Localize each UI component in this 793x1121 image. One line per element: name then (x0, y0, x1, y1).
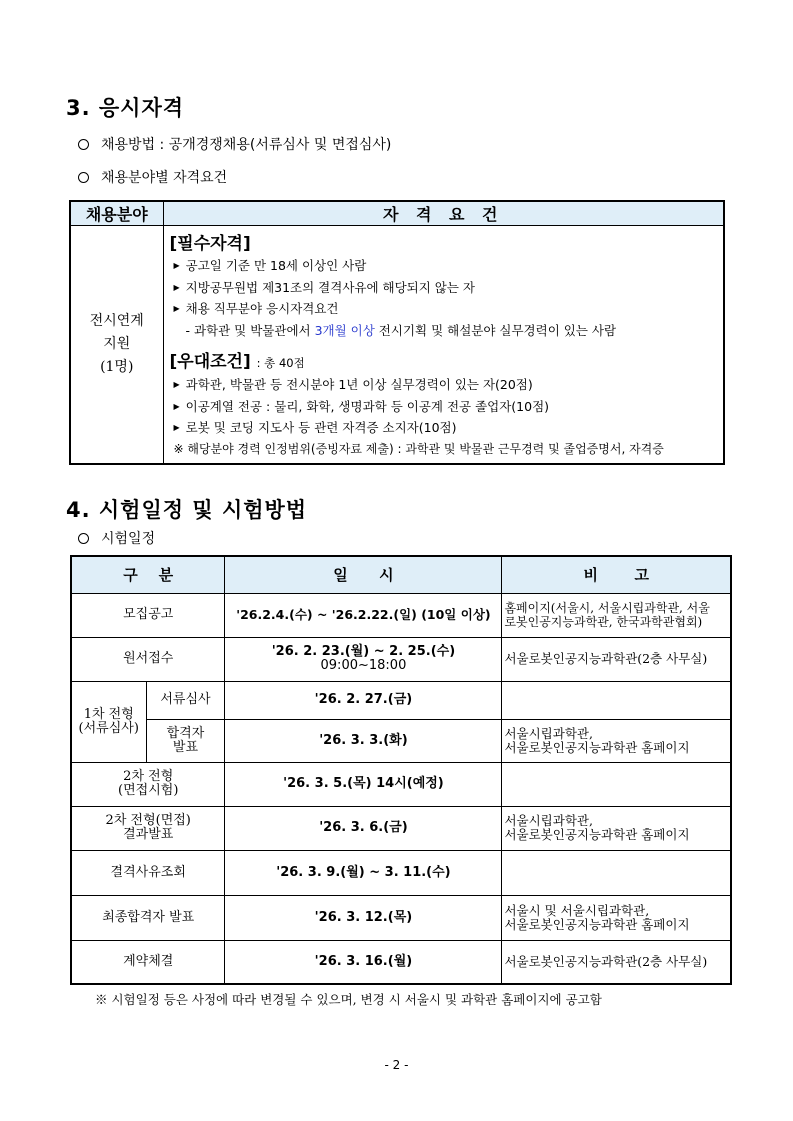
row-note (502, 762, 731, 806)
preferred-item (170, 418, 720, 440)
qualification-table (69, 200, 725, 465)
row-date: '26. 2. 27.(금) (225, 681, 502, 719)
bullet-text: 시험일정 (101, 531, 156, 547)
circle-bullet-icon (78, 172, 89, 183)
note-line: 서울로봇인공지능과학관 홈페이지 (504, 739, 690, 755)
row-label: 결격사유조회 (71, 850, 225, 895)
field-cell (70, 226, 163, 465)
required-item (170, 299, 720, 321)
row-note (502, 719, 731, 762)
triangle-bullet-icon: ▶ (173, 423, 180, 432)
section-4-title: 4. 시험일정 및 시험방법 (66, 498, 308, 522)
preferred-title-text: [우대조건] (169, 352, 251, 372)
sub-text: 전시기획 및 해설분야 실무경력이 있는 사람 (374, 322, 617, 338)
row-note: 서울로봇인공지능과학관(2층 사무실) (502, 940, 731, 984)
note-line: 서울시립과학관, (504, 725, 593, 741)
item-text: 로봇 및 코딩 지도사 등 관련 자격증 소지자(10점) (185, 420, 457, 435)
schedule-row (71, 940, 731, 984)
row-date: '26. 3. 3.(화) (225, 719, 502, 762)
row-date: '26. 3. 6.(금) (225, 806, 502, 850)
column-header-datetime: 일 시 (225, 556, 502, 593)
label-line: (면접시험) (118, 783, 179, 798)
row-label: 서류심사 (146, 681, 225, 719)
triangle-bullet-icon: ▶ (173, 261, 180, 270)
highlight-text: 3개월 이상 (314, 322, 375, 338)
evidence-note: ※ 해당분야 경력 인정범위(증빙자료 제출) : 과학관 및 박물관 근무경력 및 졸업증명서, 자격증 (173, 441, 664, 456)
label-line: 2차 전형(면접) (105, 813, 191, 828)
field-name: 전시연계 (89, 313, 144, 329)
column-header-category: 구 분 (71, 556, 225, 593)
row-date: '26. 3. 5.(목) 14시(예정) (225, 762, 502, 806)
row-label: 계약체결 (71, 940, 225, 984)
row-note: 서울로봇인공지능과학관(2층 사무실) (502, 637, 731, 681)
note-line: 서울시립과학관, (504, 813, 593, 828)
label-line: 2차 전형 (123, 769, 174, 784)
row-label: 원서접수 (71, 637, 225, 681)
schedule-row (71, 681, 731, 719)
note-line: 홈페이지(서울시, 서울시립과학관, 서울 (504, 601, 710, 615)
triangle-bullet-icon: ▶ (173, 304, 180, 313)
bullet-qualifications (78, 167, 227, 187)
note-line: 서울시 및 서울시립과학관, (504, 902, 650, 918)
schedule-row (71, 762, 731, 806)
row-label (146, 719, 225, 762)
triangle-bullet-icon: ▶ (173, 401, 180, 411)
field-count: (1명) (100, 359, 134, 375)
time-line: 09:00~18:00 (320, 658, 407, 673)
row-note (502, 806, 731, 850)
note-line: 서울로봇인공지능과학관 홈페이지 (504, 827, 690, 842)
row-note (502, 850, 731, 895)
row-note (502, 681, 731, 719)
group-line: (서류심사) (78, 720, 139, 736)
row-label (71, 806, 225, 850)
preferred-item (170, 397, 720, 419)
label-line: 합격자 (166, 725, 205, 741)
page-number: - 2 - (384, 1058, 409, 1072)
label-line: 발표 (172, 739, 199, 755)
item-text: 채용 직무분야 응시자격요건 (185, 301, 339, 316)
preferred-total: : 총 40점 (256, 356, 305, 370)
schedule-row (71, 895, 731, 940)
date-line: '26. 2. 23.(월) ~ 2. 25.(수) (271, 644, 456, 659)
row-date: '26. 3. 16.(월) (225, 940, 502, 984)
column-header-remarks: 비 고 (502, 556, 731, 593)
row-label: 최종합격자 발표 (71, 895, 225, 940)
group-line: 1차 전형 (83, 706, 134, 722)
row-label (71, 762, 225, 806)
triangle-bullet-icon: ▶ (173, 380, 180, 389)
schedule-row (71, 637, 731, 681)
section-3-title: 3. 응시자격 (66, 96, 185, 120)
exam-schedule-table (70, 555, 732, 985)
column-header-requirements: 자 격 요 건 (163, 201, 724, 226)
schedule-row (71, 719, 731, 762)
row-date (225, 637, 502, 681)
bullet-exam-schedule (78, 528, 155, 548)
triangle-bullet-icon: ▶ (173, 282, 180, 292)
schedule-row (71, 806, 731, 850)
required-item (170, 278, 720, 300)
item-text: 지방공무원법 제31조의 결격사유에 해당되지 않는 자 (185, 279, 476, 295)
sub-text: - 과학관 및 박물관에서 (185, 322, 315, 338)
schedule-row (71, 593, 731, 637)
row-date: '26. 3. 12.(목) (225, 895, 502, 940)
item-text: 이공계열 전공 : 물리, 화학, 생명과학 등 이공계 전공 졸업자(10점) (185, 398, 550, 414)
required-item (170, 256, 720, 278)
row-label: 모집공고 (71, 593, 225, 637)
requirements-cell (163, 226, 724, 465)
schedule-row (71, 850, 731, 895)
row-date: '26.2.4.(수) ~ '26.2.22.(일) (10일 이상) (225, 593, 502, 637)
schedule-footnote: ※ 시험일정 등은 사정에 따라 변경될 수 있으며, 변경 시 서울시 및 과학관 홈페이지에 공고함 (95, 992, 602, 1007)
circle-bullet-icon (78, 139, 89, 150)
row-date: '26. 3. 9.(월) ~ 3. 11.(수) (225, 850, 502, 895)
group-label (71, 681, 146, 762)
required-subitem (170, 321, 720, 341)
column-header-field: 채용분야 (70, 201, 163, 226)
preferred-title (170, 350, 720, 375)
row-note (502, 593, 731, 637)
note-line: 서울로봇인공지능과학관 홈페이지 (504, 916, 690, 932)
required-title: [필수자격] (169, 234, 251, 254)
bullet-text: 채용방법 : 공개경쟁채용(서류심사 및 면접심사) (101, 137, 392, 153)
item-text: 과학관, 박물관 등 전시분야 1년 이상 실무경력이 있는 자(20점) (185, 377, 533, 392)
field-name: 지원 (103, 336, 131, 352)
bullet-text: 채용분야별 자격요건 (101, 170, 228, 186)
item-text: 공고일 기준 만 18세 이상인 사람 (185, 258, 367, 273)
bullet-recruit-method (78, 134, 391, 154)
label-line: 결과발표 (123, 827, 174, 842)
note-line: 로봇인공지능과학관, 한국과학관협회) (504, 615, 703, 629)
preferred-item (170, 375, 720, 397)
row-note (502, 895, 731, 940)
circle-bullet-icon (78, 533, 89, 544)
